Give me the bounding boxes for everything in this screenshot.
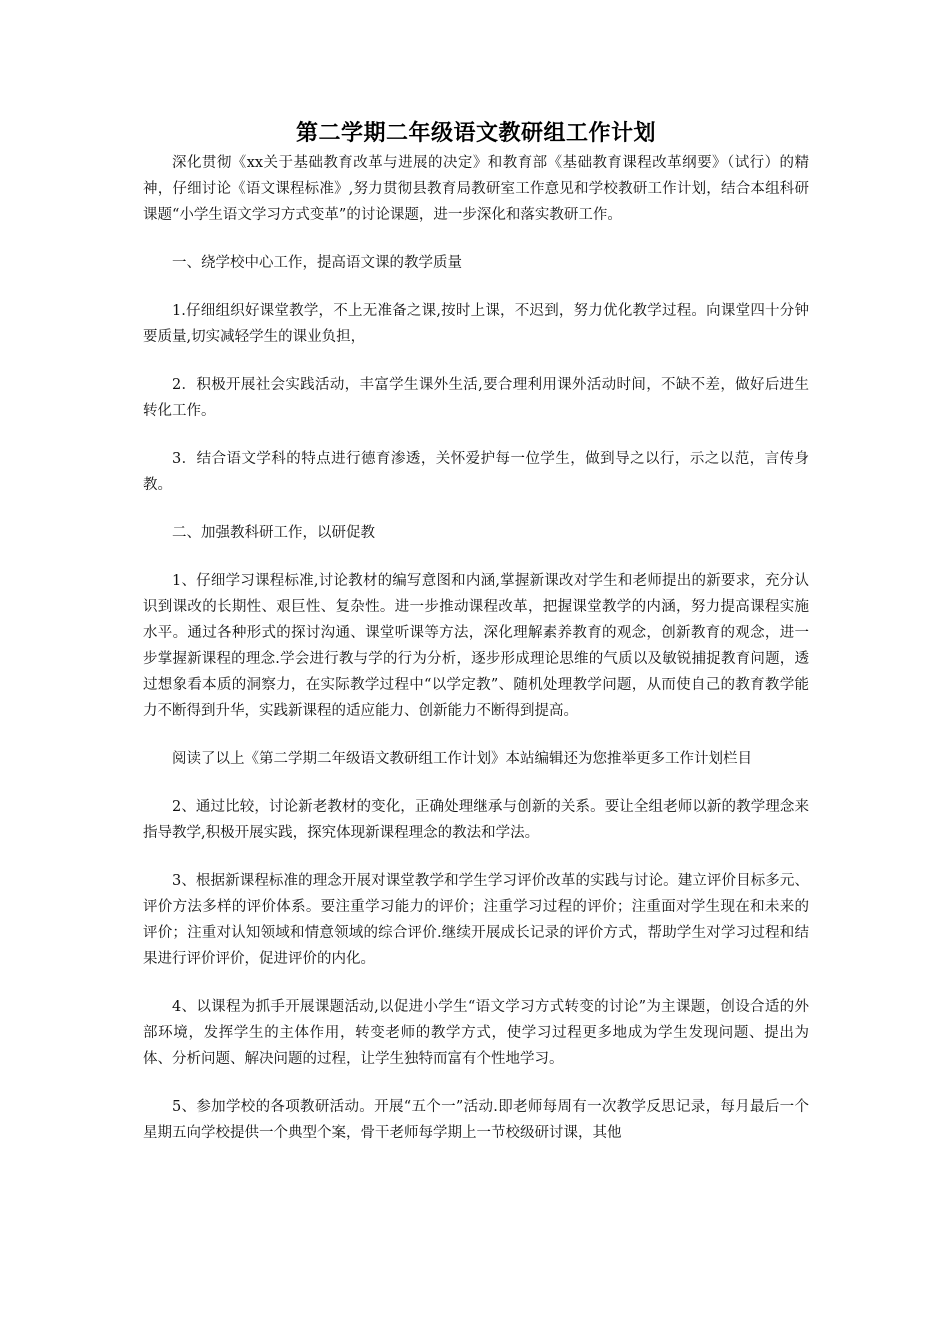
section-2-item-3: 3、根据新课程标准的理念开展对课堂教学和学生学习评价改革的实践与讨论。建立评价目标多元、评价方法多样的评价体系。要注重学习能力的评价；注重学习过程的评价；注重面对学生现在和未来的评价；注重对认知领域和情意领域的综合评价.继续开展成长记录的评价方式，帮助学生对学习过程和结果进行评价评价，促进评价的内化。 <box>143 873 809 967</box>
section-1-item-2: 2．积极开展社会实践活动，丰富学生课外生活,要合理利用课外活动时间，不缺不差，做好后进生转化工作。 <box>143 377 809 419</box>
section-heading-1: 一、绕学校中心工作，提高语文课的教学质量 <box>172 255 462 271</box>
section-1-item-3: 3．结合语文学科的特点进行德育渗透，关怀爱护每一位学生，做到导之以行，示之以范，言传身教。 <box>143 451 809 493</box>
section-2-item-4: 4、以课程为抓手开展课题活动,以促进小学生“语文学习方式转变的讨论”为主课题，创设合适的外部环境，发挥学生的主体作用，转变老师的教学方式，使学习过程更多地成为学生发现问题、提出为体、分析问题、解决问题的过程，让学生独特而富有个性地学习。 <box>143 999 809 1067</box>
intro-paragraph: 深化贯彻《xx关于基础教育改革与进展的决定》和教育部《基础教育课程改革纲要》（试行）的精神，仔细讨论《语文课程标准》,努力贯彻县教育局教研室工作意见和学校教研工作计划，结合本组科研课题“小学生语文学习方式变革”的讨论课题，进一步深化和落实教研工作。 <box>143 155 809 223</box>
section-2-item-1: 1、仔细学习课程标准,讨论教材的编写意图和内涵,掌握新课改对学生和老师提出的新要求，充分认识到课改的长期性、艰巨性、复杂性。进一步推动课程改革，把握课堂教学的内涵，努力提高课程实施水平。通过各种形式的探讨沟通、课堂听课等方法，深化理解素养教育的观念，创新教育的观念，进一步掌握新课程的理念.学会进行教与学的行为分析，逐步形成理论思维的气质以及敏锐捕捉教育问题，透过想象看本质的洞察力，在实际教学过程中“以学定教”、随机处理教学问题，从而使自己的教育教学能力不断得到升华，实践新课程的适应能力、创新能力不断得到提高。 <box>143 573 809 719</box>
section-heading-2: 二、加强教科研工作，以研促教 <box>172 525 375 541</box>
recommendation-note: 阅读了以上《第二学期二年级语文教研组工作计划》本站编辑还为您推举更多工作计划栏目 <box>172 751 752 767</box>
section-1-item-1: 1.仔细组织好课堂教学，不上无准备之课,按时上课，不迟到，努力优化教学过程。向课堂四十分钟要质量,切实减轻学生的课业负担， <box>143 303 809 345</box>
document-title: 第二学期二年级语文教研组工作计划 <box>295 121 656 146</box>
document-body <box>143 118 809 1146</box>
section-2-item-2: 2、通过比较，讨论新老教材的变化，正确处理继承与创新的关系。要让全组老师以新的教学理念来指导教学,积极开展实践，探究体现新课程理念的教法和学法。 <box>143 799 809 841</box>
section-2-item-5: 5、参加学校的各项教研活动。开展“五个一”活动.即老师每周有一次教学反思记录，每月最后一个星期五向学校提供一个典型个案，骨干老师每学期上一节校级研讨课，其他 <box>143 1099 809 1141</box>
